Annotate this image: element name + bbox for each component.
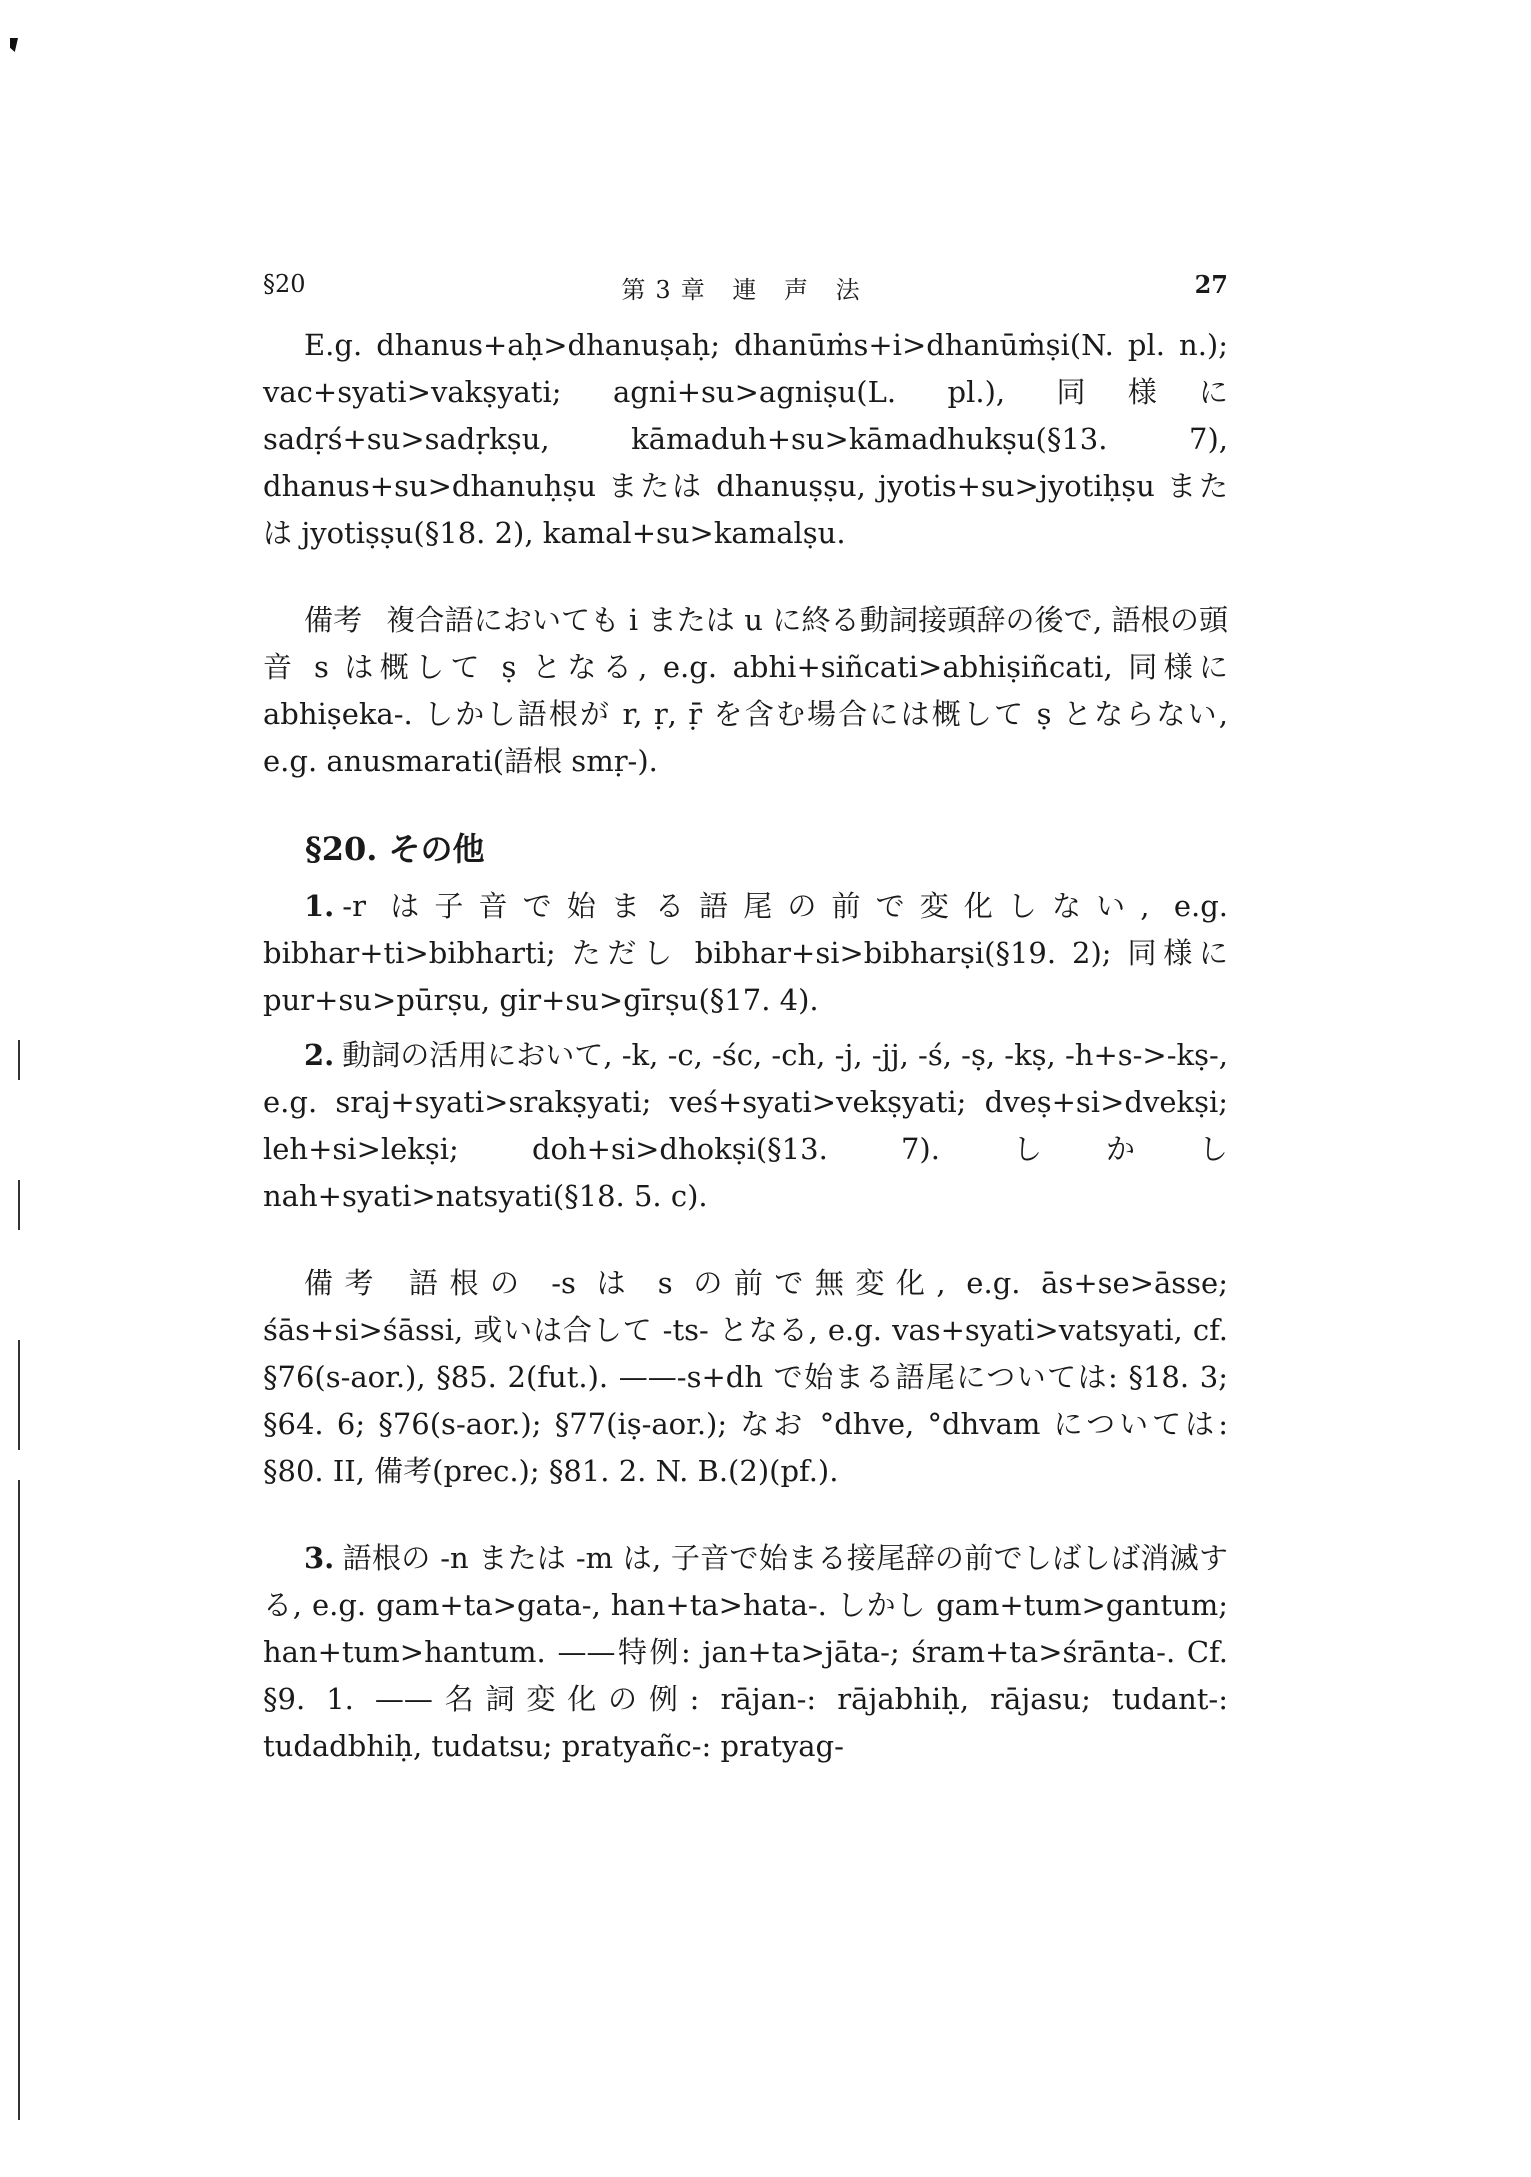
item-text: 動詞の活用において, -k, -c, -śc, -ch, -j, -jj, -ś, -ṣ, -kṣ, -h+s->-kṣ-, e.g. sraj+syati>srakṣyati; veś+syati>vekṣyati; dveṣ+si>dvekṣi; leh+si>lekṣi; doh+si>dhokṣi(§13. 7). しかし nah+syati>natsyati(§18. 5. c).	[263, 1038, 1228, 1213]
note-label: 備考	[304, 603, 363, 637]
corner-mark	[10, 38, 18, 52]
note-paragraph-2	[263, 1260, 1228, 1495]
header-chapter-title: 第3章 連 声 法	[621, 276, 870, 304]
section-heading: §20. その他	[305, 830, 485, 868]
item-text: 語根の -n または -m は, 子音で始まる接尾辞の前でしばしば消滅する, e.g. gam+ta>gata-, han+ta>hata-. しかし gam+tum>gantum; han+tum>hantum. ——特例: jan+ta>jāta-; śram+ta>śrānta-. Cf. §9. 1. ——名詞変化の例: rājan-: rājabhiḥ, rājasu; tudant-: tudadbhiḥ, tudatsu; pratyañc-: pratyag-	[263, 1541, 1228, 1763]
scan-edge-line	[18, 1340, 20, 1450]
page-body	[263, 322, 1228, 1770]
scan-edge-line	[18, 1040, 20, 1080]
header-section-ref: §20	[263, 270, 306, 298]
item-number: 2.	[304, 1038, 335, 1072]
scan-edge-line	[18, 1480, 20, 2120]
item-number: 3.	[304, 1541, 335, 1575]
item-number: 1.	[304, 889, 335, 923]
item-text: -r は子音で始まる語尾の前で変化しない, e.g. bibhar+ti>bibharti; ただし bibhar+si>bibharṣi(§19. 2); 同様に pur+su>pūrṣu, gir+su>gīrṣu(§17. 4).	[263, 889, 1228, 1017]
page-number: 27	[1194, 270, 1228, 299]
note-paragraph-1	[263, 597, 1228, 785]
rule-item-1	[263, 883, 1228, 1024]
scan-edge-line	[18, 1180, 20, 1230]
rule-item-2	[263, 1032, 1228, 1220]
examples-paragraph: E.g. dhanus+aḥ>dhanuṣaḥ; dhanūṁs+i>dhanūṁṣi(N. pl. n.); vac+syati>vakṣyati; agni+su>agniṣu(L. pl.), 同様に sadṛś+su>sadṛkṣu, kāmaduh+su>kāmadhukṣu(§13. 7), dhanus+su>dhanuḥṣu または dhanuṣṣu, jyotis+su>jyotiḥṣu または jyotiṣṣu(§18. 2), kamal+su>kamalṣu.	[263, 328, 1228, 550]
rule-item-3	[263, 1535, 1228, 1770]
note-text: 複合語においても i または u に終る動詞接頭辞の後で, 語根の頭音 s は概して ṣ となる, e.g. abhi+siñcati>abhiṣiñcati, 同様に abhiṣeka-. しかし語根が r, ṛ, ṝ を含む場合には概して ṣ とならない, e.g. anusmarati(語根 smṛ-).	[263, 603, 1228, 778]
note-text: 語根の -s は s の前で無変化, e.g. ās+se>āsse; śās+si>śāssi, 或いは合して -ts- となる, e.g. vas+syati>vatsyati, cf. §76(s-aor.), §85. 2(fut.). ——-s+dh で始まる語尾については: §18. 3; §64. 6; §76(s-aor.); §77(iṣ-aor.); なお °dhve, °dhvam については: §80. II, 備考(prec.); §81. 2. N. B.(2)(pf.).	[263, 1266, 1228, 1488]
note-label: 備考	[304, 1266, 385, 1300]
running-header	[263, 270, 1228, 310]
